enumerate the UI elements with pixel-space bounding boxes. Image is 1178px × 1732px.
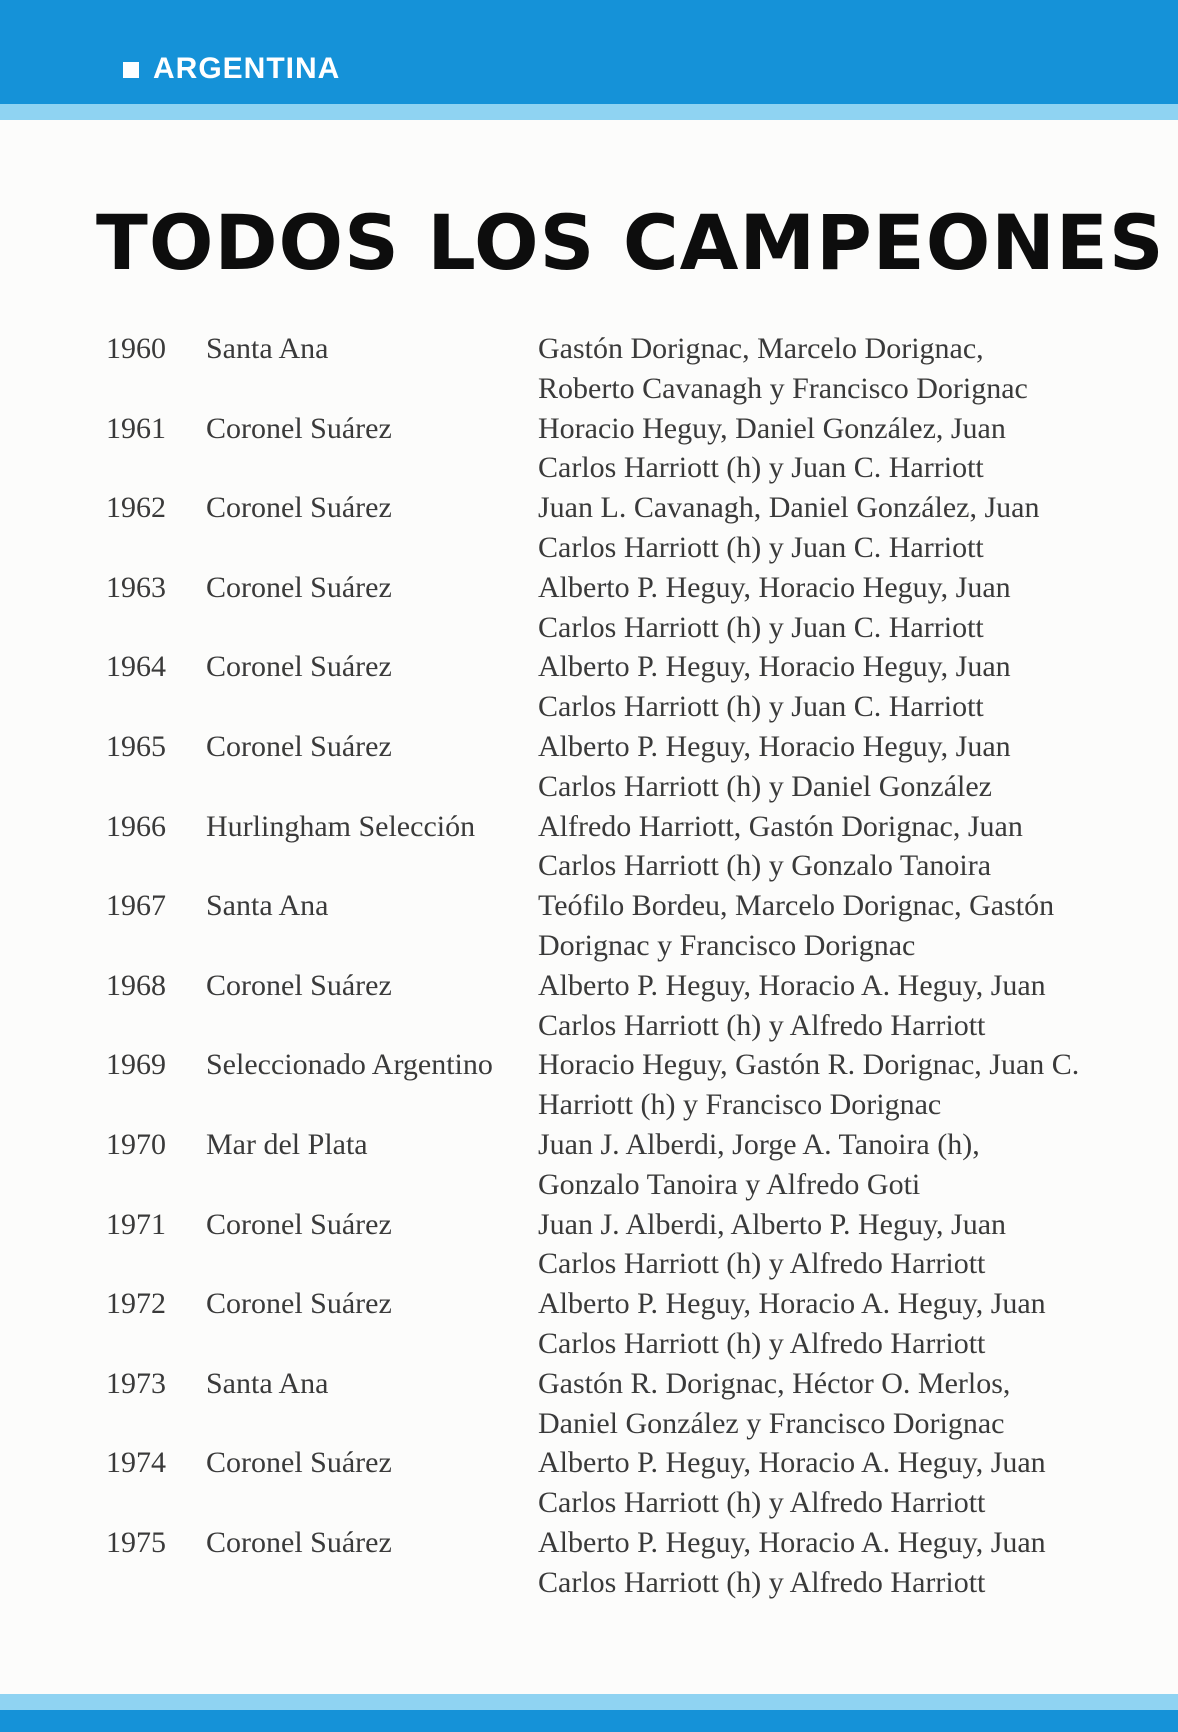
champion-players-line: Carlos Harriott (h) y Alfredo Harriott bbox=[538, 1247, 986, 1281]
champion-club: Coronel Suárez bbox=[206, 1446, 392, 1480]
champion-players-line: Juan L. Cavanagh, Daniel González, Juan bbox=[538, 491, 1040, 525]
champion-year: 1970 bbox=[106, 1127, 166, 1161]
champion-year: 1975 bbox=[106, 1525, 166, 1559]
champion-players-line: Carlos Harriott (h) y Juan C. Harriott bbox=[538, 451, 984, 485]
champion-players bbox=[538, 807, 1158, 887]
champion-players-line: Juan J. Alberdi, Alberto P. Heguy, Juan bbox=[538, 1207, 1007, 1241]
champion-club: Coronel Suárez bbox=[206, 1525, 392, 1559]
champion-players bbox=[538, 568, 1158, 648]
champion-year: 1971 bbox=[106, 1207, 166, 1241]
champion-players-line: Juan J. Alberdi, Jorge A. Tanoira (h), bbox=[538, 1127, 980, 1161]
champion-players bbox=[538, 727, 1158, 807]
champion-players-line: Carlos Harriott (h) y Daniel González bbox=[538, 769, 992, 803]
champion-club: Coronel Suárez bbox=[206, 968, 392, 1002]
page-title: TODOS LOS CAMPEONES bbox=[96, 198, 1165, 287]
champion-club: Coronel Suárez bbox=[206, 570, 392, 604]
champion-club: Coronel Suárez bbox=[206, 729, 392, 763]
champion-players-line: Horacio Heguy, Gastón R. Dorignac, Juan C. bbox=[538, 1048, 1080, 1082]
champion-players-line: Carlos Harriott (h) y Juan C. Harriott bbox=[538, 610, 984, 644]
section-label: ARGENTINA bbox=[153, 52, 341, 85]
champion-players-line: Carlos Harriott (h) y Alfredo Harriott bbox=[538, 1565, 986, 1599]
champion-players-line: Alfredo Harriott, Gastón Dorignac, Juan bbox=[538, 809, 1023, 843]
champion-row bbox=[106, 1125, 1166, 1205]
champion-row bbox=[106, 886, 1166, 966]
champion-players bbox=[538, 1205, 1158, 1285]
champion-row bbox=[106, 647, 1166, 727]
champion-players-line: Carlos Harriott (h) y Gonzalo Tanoira bbox=[538, 849, 992, 883]
champion-players bbox=[538, 488, 1158, 568]
champion-row bbox=[106, 727, 1166, 807]
champion-year: 1964 bbox=[106, 650, 166, 684]
champions-list bbox=[106, 329, 1166, 1603]
champion-players-line: Horacio Heguy, Daniel González, Juan bbox=[538, 411, 1006, 445]
champion-players-line: Alberto P. Heguy, Horacio A. Heguy, Juan bbox=[538, 1287, 1046, 1321]
champion-year: 1962 bbox=[106, 491, 166, 525]
champion-club: Santa Ana bbox=[206, 332, 329, 365]
champion-row bbox=[106, 1523, 1166, 1603]
champion-players-line: Carlos Harriott (h) y Alfredo Harriott bbox=[538, 1326, 986, 1360]
champion-players bbox=[538, 409, 1158, 489]
champion-year: 1972 bbox=[106, 1287, 166, 1321]
champion-players bbox=[538, 1364, 1158, 1444]
champion-players bbox=[538, 1284, 1158, 1364]
champion-year: 1961 bbox=[106, 411, 166, 445]
champion-club: Santa Ana bbox=[206, 889, 329, 923]
champion-year: 1974 bbox=[106, 1446, 166, 1480]
champion-row bbox=[106, 568, 1166, 648]
champion-row bbox=[106, 1045, 1166, 1125]
champion-club: Coronel Suárez bbox=[206, 650, 392, 684]
champion-year: 1967 bbox=[106, 889, 166, 923]
champion-row bbox=[106, 329, 1166, 409]
section-marker-icon bbox=[123, 62, 139, 78]
footer-band bbox=[0, 1710, 1178, 1732]
champion-players-line: Alberto P. Heguy, Horacio Heguy, Juan bbox=[538, 729, 1011, 763]
champion-row bbox=[106, 1284, 1166, 1364]
champion-row bbox=[106, 488, 1166, 568]
champion-players bbox=[538, 1443, 1158, 1523]
champion-players bbox=[538, 647, 1158, 727]
champion-year: 1973 bbox=[106, 1366, 166, 1400]
champion-club: Coronel Suárez bbox=[206, 1207, 392, 1241]
champion-players bbox=[538, 886, 1158, 966]
champion-players bbox=[538, 966, 1158, 1046]
champion-players-line: Carlos Harriott (h) y Juan C. Harriott bbox=[538, 530, 984, 564]
champion-players bbox=[538, 1523, 1158, 1603]
champion-row bbox=[106, 966, 1166, 1046]
header-stripe bbox=[0, 104, 1178, 120]
champion-year: 1966 bbox=[106, 809, 166, 843]
champion-players-line: Gastón R. Dorignac, Héctor O. Merlos, bbox=[538, 1366, 1011, 1400]
champion-players bbox=[538, 329, 1158, 409]
champion-players-line: Daniel González y Francisco Dorignac bbox=[538, 1406, 1005, 1440]
champion-club: Coronel Suárez bbox=[206, 411, 392, 445]
champion-players-line: Carlos Harriott (h) y Juan C. Harriott bbox=[538, 690, 984, 724]
champion-club: Santa Ana bbox=[206, 1366, 329, 1400]
champion-players-line: Roberto Cavanagh y Francisco Dorignac bbox=[538, 371, 1028, 405]
champion-players-line: Harriott (h) y Francisco Dorignac bbox=[538, 1088, 942, 1122]
champion-club: Coronel Suárez bbox=[206, 491, 392, 525]
champion-players-line: Alberto P. Heguy, Horacio A. Heguy, Juan bbox=[538, 968, 1046, 1002]
champion-club: Hurlingham Selección bbox=[206, 809, 476, 843]
champion-club: Coronel Suárez bbox=[206, 1287, 392, 1321]
champion-year: 1965 bbox=[106, 729, 166, 763]
champion-row bbox=[106, 1205, 1166, 1285]
champion-year: 1968 bbox=[106, 968, 166, 1002]
champion-club: Seleccionado Argentino bbox=[206, 1048, 493, 1082]
champion-players-line: Teófilo Bordeu, Marcelo Dorignac, Gastón bbox=[538, 889, 1055, 923]
champion-players-line: Carlos Harriott (h) y Alfredo Harriott bbox=[538, 1008, 986, 1042]
champion-players-line: Carlos Harriott (h) y Alfredo Harriott bbox=[538, 1486, 986, 1520]
champion-row bbox=[106, 1443, 1166, 1523]
champion-players-line: Gastón Dorignac, Marcelo Dorignac, bbox=[538, 332, 984, 365]
champion-players-line: Gonzalo Tanoira y Alfredo Goti bbox=[538, 1167, 921, 1201]
champion-players-line: Dorignac y Francisco Dorignac bbox=[538, 928, 916, 962]
champion-players-line: Alberto P. Heguy, Horacio Heguy, Juan bbox=[538, 650, 1011, 684]
champion-players-line: Alberto P. Heguy, Horacio A. Heguy, Juan bbox=[538, 1446, 1046, 1480]
champion-club: Mar del Plata bbox=[206, 1127, 368, 1161]
champion-players bbox=[538, 1125, 1158, 1205]
champion-year: 1963 bbox=[106, 570, 166, 604]
champion-players bbox=[538, 1045, 1158, 1125]
champion-year: 1960 bbox=[106, 332, 166, 365]
champion-row bbox=[106, 1364, 1166, 1444]
champion-players-line: Alberto P. Heguy, Horacio A. Heguy, Juan bbox=[538, 1525, 1046, 1559]
champion-year: 1969 bbox=[106, 1048, 166, 1082]
champion-players-line: Alberto P. Heguy, Horacio Heguy, Juan bbox=[538, 570, 1011, 604]
champion-row bbox=[106, 409, 1166, 489]
champion-row bbox=[106, 807, 1166, 887]
footer-stripe bbox=[0, 1694, 1178, 1710]
